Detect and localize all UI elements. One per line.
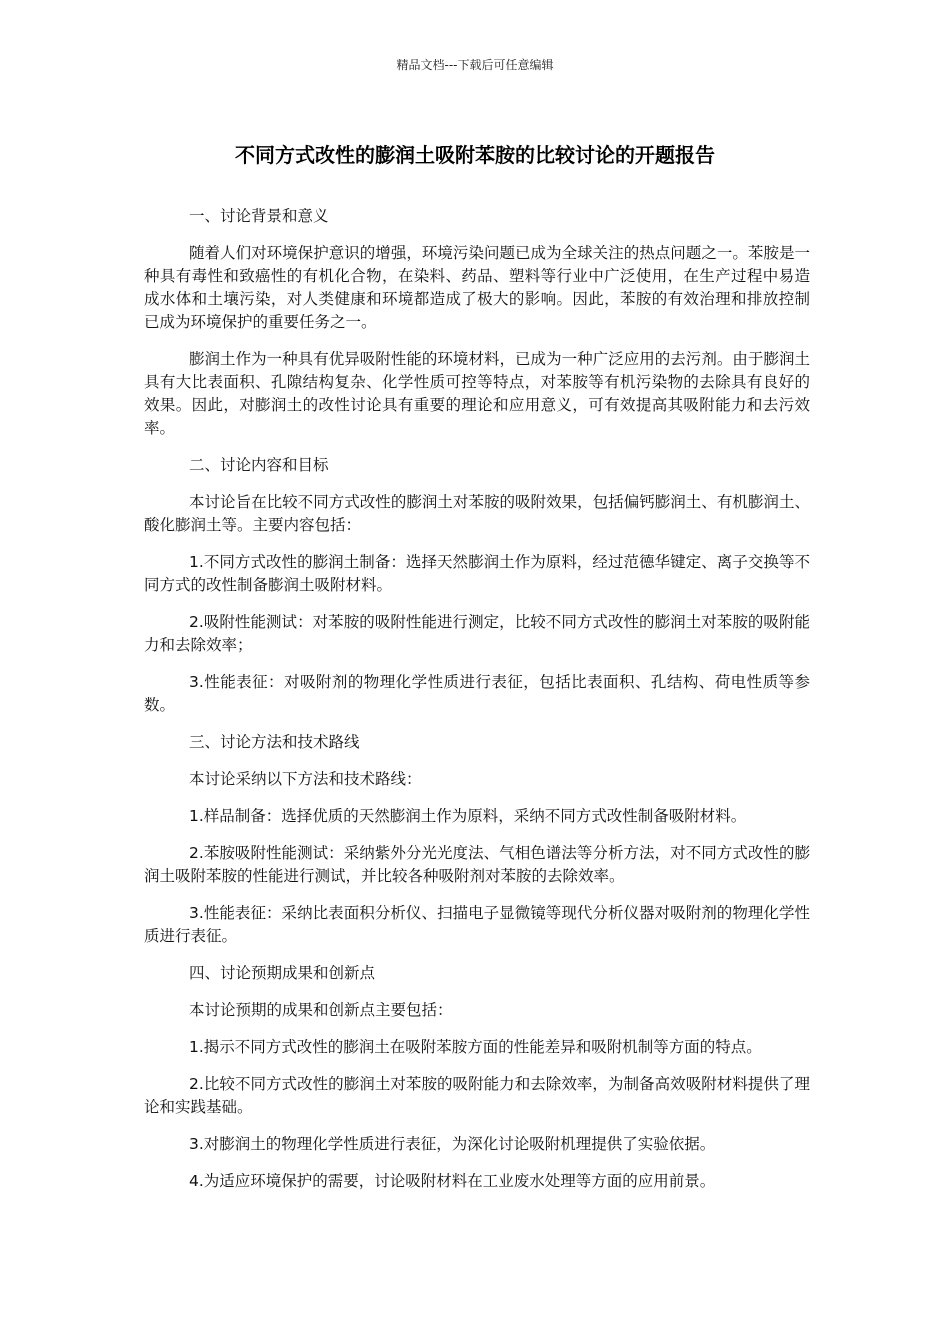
section-heading-background: 一、讨论背景和意义 bbox=[189, 207, 329, 225]
paragraph-background-2: 膨润土作为一种具有优异吸附性能的环境材料，已成为一种广泛应用的去污剂。由于膨润土具有大比表面积、孔隙结构复杂、化学性质可控等特点，对苯胺等有机污染物的去除具有良好的效果。因此，对膨润土的改性讨论具有重要的理论和应用意义，可有效提高其吸附能力和去污效率。 bbox=[144, 350, 810, 437]
list-item-outcomes-2: 2.比较不同方式改性的膨润土对苯胺的吸附能力和去除效率，为制备高效吸附材料提供了理论和实践基础。 bbox=[144, 1075, 810, 1116]
list-item-content-1: 1.不同方式改性的膨润土制备：选择天然膨润土作为原料，经过范德华键定、离子交换等不同方式的改性制备膨润土吸附材料。 bbox=[144, 553, 810, 594]
paragraph-content-intro: 本讨论旨在比较不同方式改性的膨润土对苯胺的吸附效果，包括偏钙膨润土、有机膨润土、酸化膨润土等。主要内容包括： bbox=[144, 493, 810, 534]
document-title: 不同方式改性的膨润土吸附苯胺的比较讨论的开题报告 bbox=[235, 143, 715, 167]
list-item-methods-3: 3.性能表征：采纳比表面积分析仪、扫描电子显微镜等现代分析仪器对吸附剂的物理化学性质进行表征。 bbox=[144, 904, 810, 945]
list-item-outcomes-4: 4.为适应环境保护的需要，讨论吸附材料在工业废水处理等方面的应用前景。 bbox=[189, 1172, 716, 1190]
list-item-outcomes-3: 3.对膨润土的物理化学性质进行表征，为深化讨论吸附机理提供了实验依据。 bbox=[189, 1135, 716, 1153]
list-item-content-3: 3.性能表征：对吸附剂的物理化学性质进行表征，包括比表面积、孔结构、荷电性质等参数。 bbox=[144, 673, 810, 714]
list-item-methods-2: 2.苯胺吸附性能测试：采纳紫外分光光度法、气相色谱法等分析方法，对不同方式改性的膨润土吸附苯胺的性能进行测试，并比较各种吸附剂对苯胺的去除效率。 bbox=[144, 844, 810, 885]
document-body bbox=[144, 205, 810, 1207]
list-item-methods-1: 1.样品制备：选择优质的天然膨润土作为原料，采纳不同方式改性制备吸附材料。 bbox=[189, 807, 747, 825]
page-header: 精品文档---下载后可任意编辑 bbox=[396, 58, 554, 72]
section-heading-outcomes: 四、讨论预期成果和创新点 bbox=[189, 964, 376, 982]
list-item-content-2: 2.吸附性能测试：对苯胺的吸附性能进行测定，比较不同方式改性的膨润土对苯胺的吸附能力和去除效率； bbox=[144, 613, 810, 654]
list-item-outcomes-1: 1.揭示不同方式改性的膨润土在吸附苯胺方面的性能差异和吸附机制等方面的特点。 bbox=[189, 1038, 762, 1056]
section-heading-methods: 三、讨论方法和技术路线 bbox=[189, 733, 360, 751]
section-heading-content: 二、讨论内容和目标 bbox=[189, 456, 329, 474]
paragraph-outcomes-intro: 本讨论预期的成果和创新点主要包括： bbox=[189, 1001, 453, 1019]
paragraph-background-1: 随着人们对环境保护意识的增强，环境污染问题已成为全球关注的热点问题之一。苯胺是一种具有毒性和致癌性的有机化合物，在染料、药品、塑料等行业中广泛使用，在生产过程中易造成水体和土壤污染，对人类健康和环境都造成了极大的影响。因此，苯胺的有效治理和排放控制已成为环境保护的重要任务之一。 bbox=[144, 244, 810, 331]
paragraph-methods-intro: 本讨论采纳以下方法和技术路线： bbox=[189, 770, 422, 788]
